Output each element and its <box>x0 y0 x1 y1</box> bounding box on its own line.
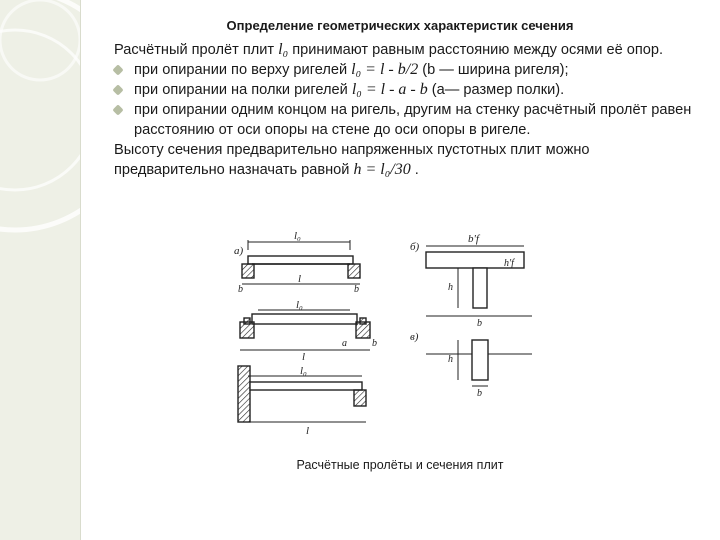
span-diagram <box>80 228 720 448</box>
label-b: b <box>477 318 482 329</box>
bullet-list <box>114 60 694 140</box>
label-l: l <box>306 425 310 437</box>
diagram-tee-section <box>410 233 532 329</box>
label-a: а) <box>234 245 244 257</box>
label-a-small: a <box>342 338 347 349</box>
diagram-a-ledge <box>240 299 377 363</box>
decorative-sidebar <box>0 0 81 540</box>
decorative-circles <box>0 0 80 540</box>
label-bf: b'f <box>468 233 479 245</box>
formula: l₀ = l - a - b <box>351 81 428 98</box>
bullet-icon <box>112 104 123 115</box>
variable: l₀ <box>278 41 289 58</box>
diagram-a <box>234 230 360 295</box>
label-l0: l₀ <box>300 365 307 377</box>
label-v: в) <box>410 331 419 343</box>
label-b: b <box>372 338 377 349</box>
label-b: b <box>354 284 359 295</box>
paragraph-span-definition <box>114 40 694 60</box>
slide-title: Определение геометрических характеристик сечения <box>226 18 574 33</box>
diagram-wall <box>238 365 366 437</box>
figure-caption: Расчётные пролёты и сечения плит <box>296 458 504 472</box>
bullet-icon <box>112 64 123 75</box>
label-b: b <box>477 388 482 399</box>
label-hf: h'f <box>504 258 514 269</box>
text: . <box>410 162 419 178</box>
text: Расчётный пролёт плит <box>114 42 279 58</box>
diagram-rect-section <box>410 331 532 399</box>
text: (a— размер полки). <box>427 82 565 98</box>
list-item <box>114 80 694 100</box>
list-item <box>114 100 694 140</box>
text: при опирании одним концом на ригель, другим на стенку расчётный пролёт равен расстоянию от оси опоры на стене до оси опоры в ригеле. <box>134 102 692 138</box>
label-l0: l₀ <box>294 230 301 242</box>
slide <box>80 0 720 540</box>
formula: l₀ = l - b/2 <box>351 61 419 78</box>
text: при опирании по верху ригелей <box>134 62 352 78</box>
label-l0: l₀ <box>296 299 303 311</box>
label-b-section: б) <box>410 241 420 253</box>
label-h: h <box>448 354 453 365</box>
slide-body <box>114 40 694 180</box>
paragraph-height <box>114 140 694 180</box>
list-item <box>114 60 694 80</box>
label-h: h <box>448 282 453 293</box>
bullet-icon <box>112 84 123 95</box>
label-b: b <box>238 284 243 295</box>
formula: h = l₀/30 <box>353 161 411 178</box>
text: (b — ширина ригеля); <box>418 62 569 78</box>
label-l: l <box>298 273 302 285</box>
text: Высоту сечения предварительно напряженных пустотных плит можно предварительно назначать равной <box>114 142 590 178</box>
text: принимают равным расстоянию между осями её опор. <box>288 42 664 58</box>
label-l: l <box>302 351 306 363</box>
text: при опирании на полки ригелей <box>134 82 352 98</box>
